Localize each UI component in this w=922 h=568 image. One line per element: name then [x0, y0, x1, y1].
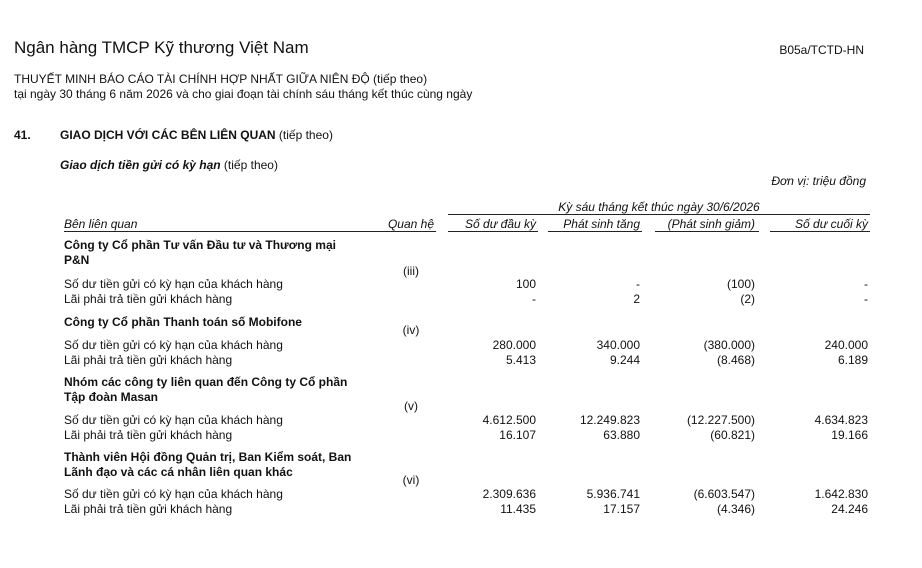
cell-closing: 1.642.830: [814, 487, 868, 501]
cell-closing: -: [864, 292, 868, 306]
header-rule-party: [64, 231, 436, 232]
form-code: B05a/TCTD-HN: [779, 43, 864, 57]
row-label: Số dư tiền gửi có kỳ hạn của khách hàng: [64, 338, 283, 352]
cell-increase: 63.880: [603, 428, 640, 442]
group-name: Công ty Cổ phần Tư vấn Đầu tư và Thương mại P&N: [64, 238, 336, 267]
row-label: Lãi phải trả tiền gửi khách hàng: [64, 353, 233, 367]
cell-opening: 16.107: [499, 428, 536, 442]
cell-decrease: (12.227.500): [686, 413, 755, 427]
group-relation: (iii): [403, 264, 419, 278]
cell-increase: 12.249.823: [579, 413, 640, 427]
cell-closing: 240.000: [824, 338, 868, 352]
group-relation: (vi): [402, 473, 420, 487]
subsection-title: [60, 158, 278, 172]
row-label: Lãi phải trả tiền gửi khách hàng: [64, 502, 233, 516]
section-title-main: GIAO DỊCH VỚI CÁC BÊN LIÊN QUAN: [60, 128, 276, 142]
header-rule-decrease: [655, 231, 759, 232]
cell-increase: 2: [633, 292, 640, 306]
cell-closing: 4.634.823: [814, 413, 868, 427]
section-number: 41.: [14, 128, 31, 142]
row-label: Lãi phải trả tiền gửi khách hàng: [64, 292, 233, 306]
group-relation: (iv): [402, 323, 420, 337]
cell-closing: 6.189: [837, 353, 868, 367]
cell-increase: -: [636, 277, 640, 291]
bank-name: Ngân hàng TMCP Kỹ thương Việt Nam: [14, 38, 309, 57]
cell-closing: 24.246: [831, 502, 868, 516]
group-relation: (v): [404, 399, 418, 413]
row-label: Số dư tiền gửi có kỳ hạn của khách hàng: [64, 487, 283, 501]
cell-opening: 11.435: [500, 502, 536, 516]
cell-decrease: (60.821): [710, 428, 755, 442]
period-header-rule: [448, 214, 870, 215]
cell-closing: -: [864, 277, 868, 291]
cell-increase: 5.936.741: [586, 487, 640, 501]
cell-opening: -: [532, 292, 536, 306]
cell-decrease: (2): [740, 292, 755, 306]
cell-opening: 5.413: [505, 353, 536, 367]
cell-decrease: (8.468): [716, 353, 755, 367]
col-header-increase: Phát sinh tăng: [563, 217, 640, 231]
header-rule-closing: [770, 231, 870, 232]
section-title-suffix: (tiếp theo): [275, 128, 333, 142]
section-title: [60, 128, 333, 142]
cell-closing: 19.166: [831, 428, 868, 442]
cell-decrease: (6.603.547): [693, 487, 755, 501]
cell-increase: 17.157: [603, 502, 640, 516]
cell-decrease: (100): [726, 277, 755, 291]
row-label: Số dư tiền gửi có kỳ hạn của khách hàng: [64, 413, 283, 427]
cell-decrease: (4.346): [716, 502, 755, 516]
report-title: THUYẾT MINH BÁO CÁO TÀI CHÍNH HỢP NHẤT GIỮA NIÊN ĐỘ (tiếp theo): [14, 72, 428, 86]
col-header-party: Bên liên quan: [64, 217, 138, 231]
col-header-opening: Số dư đầu kỳ: [465, 217, 536, 231]
subsection-title-main: Giao dịch tiền gửi có kỳ hạn: [60, 158, 221, 172]
cell-decrease: (380.000): [703, 338, 755, 352]
cell-increase: 9.244: [609, 353, 640, 367]
col-header-closing: Số dư cuối kỳ: [795, 217, 868, 231]
group-name: Công ty Cổ phần Thanh toán số Mobifone: [64, 315, 302, 329]
header-rule-increase: [548, 231, 642, 232]
group-name: Nhóm các công ty liên quan đến Công ty Cổ phần Tập đoàn Masan: [64, 375, 348, 404]
cell-opening: 4.612.500: [482, 413, 536, 427]
col-header-relation: Quan hệ: [387, 217, 435, 231]
subsection-title-suffix: (tiếp theo): [220, 158, 278, 172]
col-header-decrease: (Phát sinh giảm): [667, 217, 755, 231]
cell-increase: 340.000: [596, 338, 640, 352]
period-header: Kỳ sáu tháng kết thúc ngày 30/6/2026: [558, 200, 760, 214]
row-label: Lãi phải trả tiền gửi khách hàng: [64, 428, 233, 442]
cell-opening: 100: [515, 277, 536, 291]
row-label: Số dư tiền gửi có kỳ hạn của khách hàng: [64, 277, 283, 291]
header-rule-opening: [448, 231, 538, 232]
cell-opening: 2.309.636: [482, 487, 536, 501]
cell-opening: 280.000: [492, 338, 536, 352]
group-name: Thành viên Hội đồng Quản trị, Ban Kiểm soát, Ban Lãnh đạo và các cá nhân liên quan khác: [64, 450, 352, 479]
unit-label: Đơn vị: triệu đồng: [771, 174, 866, 188]
report-period: tại ngày 30 tháng 6 năm 2026 và cho giai đoạn tài chính sáu tháng kết thúc cùng ngày: [14, 87, 473, 101]
